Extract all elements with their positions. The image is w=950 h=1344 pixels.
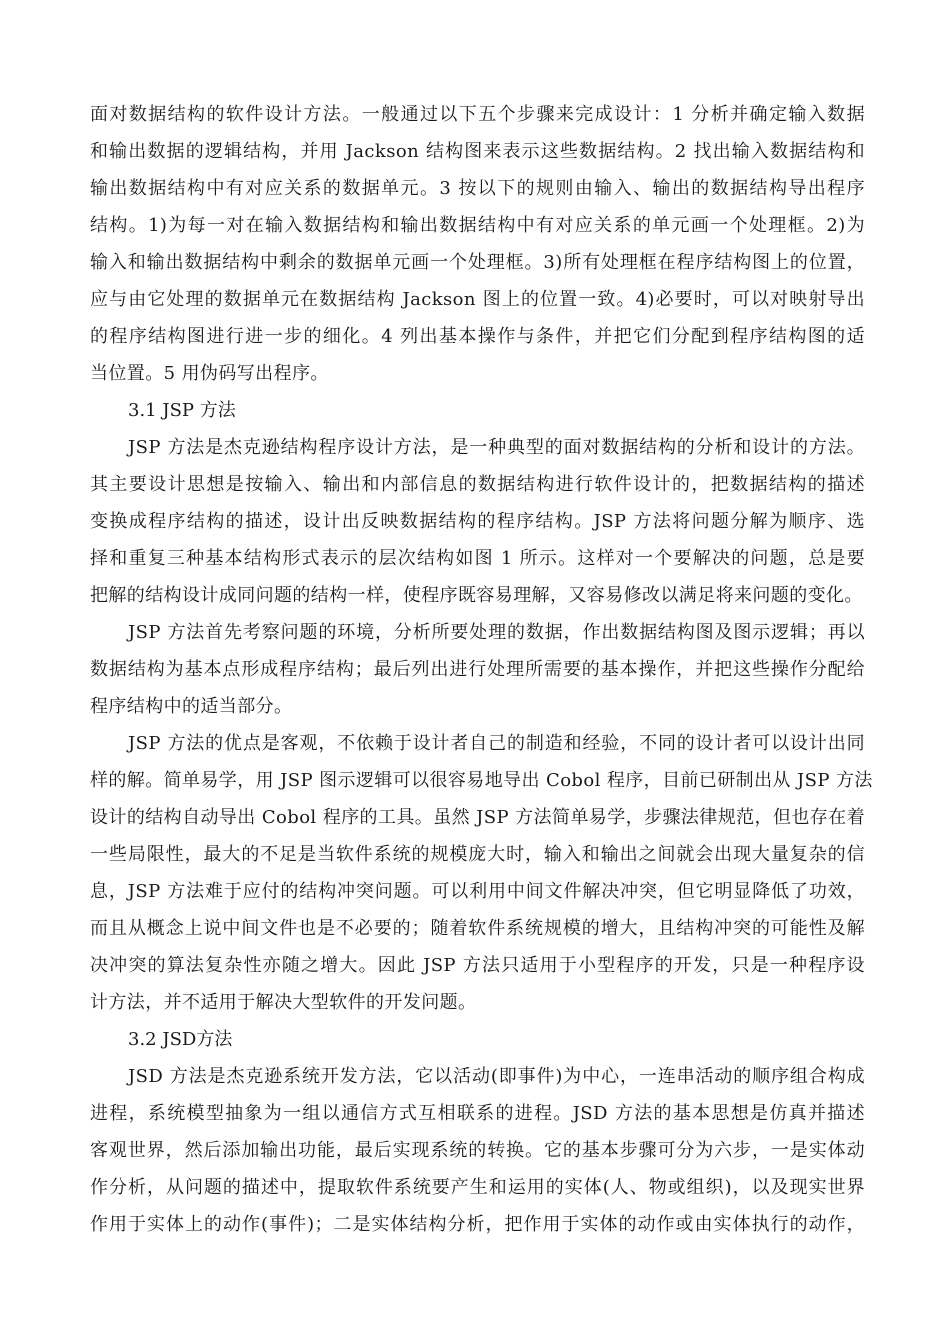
text-line: 其主要设计思想是按输入、输出和内部信息的数据结构进行软件设计的，把数据结构的描述 [90, 474, 865, 495]
text-line: 作用于实体上的动作(事件)；二是实体结构分析，把作用于实体的动作或由实体执行的动作， [90, 1214, 865, 1235]
text-line: 作分析，从问题的描述中，提取软件系统要产生和运用的实体(人、物或组织)，以及现实世界 [90, 1177, 865, 1198]
text-line: JSP 方法是杰克逊结构程序设计方法，是一种典型的面对数据结构的分析和设计的方法。 [128, 437, 865, 458]
text-line: 进程，系统模型抽象为一组以通信方式互相联系的进程。JSD 方法的基本思想是仿真并描述 [90, 1103, 865, 1124]
text-line: JSP 方法首先考察问题的环境，分析所要处理的数据，作出数据结构图及图示逻辑；再以 [128, 622, 865, 643]
text-line: 客观世界，然后添加输出功能，最后实现系统的转换。它的基本步骤可分为六步，一是实体动 [90, 1140, 865, 1161]
text-line: 输入和输出数据结构中剩余的数据单元画一个处理框。3)所有处理框在程序结构图上的位置， [90, 252, 865, 273]
text-line: 和输出数据的逻辑结构，并用 Jackson 结构图来表示这些数据结构。2 找出输入数据结构和 [90, 141, 865, 162]
jsp-paragraph-1 [90, 429, 865, 614]
text-line: 程序结构中的适当部分。 [90, 696, 293, 717]
text-line: 决冲突的算法复杂性亦随之增大。因此 JSP 方法只适用于小型程序的开发，只是一种程序设 [90, 955, 865, 976]
text-line: 的程序结构图进行进一步的细化。4 列出基本操作与条件，并把它们分配到程序结构图的适 [90, 326, 865, 347]
text-line: 择和重复三种基本结构形式表示的层次结构如图 1 所示。这样对一个要解决的问题，总是要 [90, 548, 865, 569]
text-line: 当位置。5 用伪码写出程序。 [90, 363, 329, 384]
text-line: 变换成程序结构的描述，设计出反映数据结构的程序结构。JSP 方法将问题分解为顺序、选 [90, 511, 865, 532]
text-line: 一些局限性，最大的不足是当软件系统的规模庞大时，输入和输出之间就会出现大量复杂的信 [90, 844, 865, 865]
section-heading-jsp: 3.1 JSP 方法 [128, 400, 236, 421]
document-page [90, 96, 873, 1243]
section-heading-jsd: 3.2 JSD方法 [128, 1029, 233, 1050]
text-line: 数据结构为基本点形成程序结构；最后列出进行处理所需要的基本操作，并把这些操作分配给 [90, 659, 865, 680]
text-line: 息，JSP 方法难于应付的结构冲突问题。可以利用中间文件解决冲突，但它明显降低了功效， [90, 881, 865, 902]
text-line: 计方法，并不适用于解决大型软件的开发问题。 [90, 992, 477, 1013]
text-line: 应与由它处理的数据单元在数据结构 Jackson 图上的位置一致。4)必要时，可以对映射导出 [90, 289, 865, 310]
text-line: 把解的结构设计成同问题的结构一样，使程序既容易理解，又容易修改以满足将来问题的变化。 [90, 585, 863, 606]
text-line: JSD 方法是杰克逊系统开发方法，它以活动(即事件)为中心，一连串活动的顺序组合构成 [128, 1066, 865, 1087]
text-line: 结构。1)为每一对在输入数据结构和输出数据结构中有对应关系的单元画一个处理框。2)为 [90, 215, 865, 236]
text-line: 而且从概念上说中间文件也是不必要的；随着软件系统规模的增大，且结构冲突的可能性及解 [90, 918, 865, 939]
text-line: JSP 方法的优点是客观，不依赖于设计者自己的制造和经验，不同的设计者可以设计出同 [128, 733, 865, 754]
intro-paragraph [90, 96, 865, 392]
jsp-paragraph-2 [90, 614, 865, 725]
jsd-paragraph-1 [90, 1058, 865, 1243]
jsp-paragraph-3 [90, 725, 873, 1021]
text-line: 输出数据结构中有对应关系的数据单元。3 按以下的规则由输入、输出的数据结构导出程序 [90, 178, 865, 199]
text-line: 面对数据结构的软件设计方法。一般通过以下五个步骤来完成设计：1 分析并确定输入数据 [90, 104, 865, 125]
text-line: 设计的结构自动导出 Cobol 程序的工具。虽然 JSP 方法简单易学，步骤法律规范，但也存在着 [90, 807, 865, 828]
text-line: 样的解。简单易学，用 JSP 图示逻辑可以很容易地导出 Cobol 程序，目前已研制出从 JSP 方法 [90, 770, 873, 791]
